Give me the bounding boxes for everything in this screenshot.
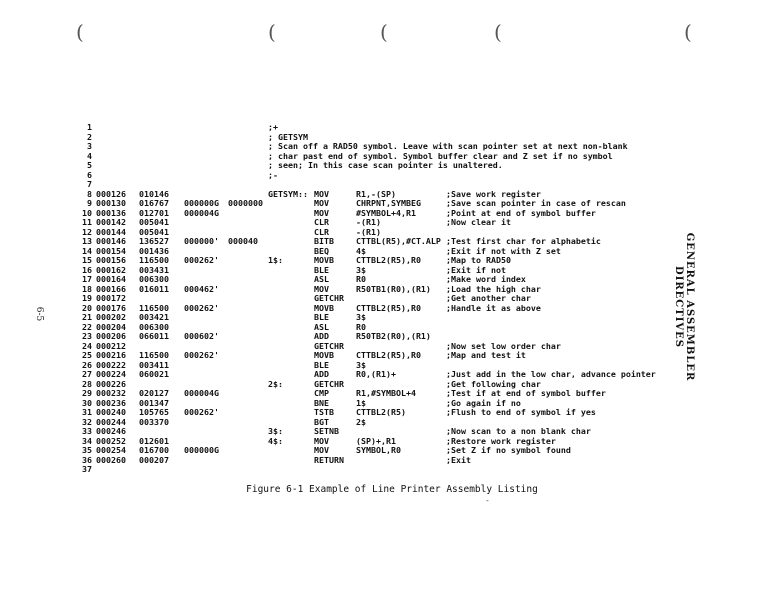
comment-text: ; seen; In this case scan pointer is unaltered. [268,160,503,170]
comment-field: ;Handle it as above [446,302,541,313]
location-counter: 000156 [96,255,126,265]
label-field: GETSYM:: [268,188,308,199]
line-number: 34 [82,435,92,446]
location-counter: 000236 [96,397,126,408]
line-number: 24 [82,340,92,351]
code-line [82,446,702,456]
code-line [82,304,702,314]
location-counter: 000166 [96,283,126,294]
operand-field: CHRPNT,SYMBEG [356,198,421,208]
line-number: 35 [82,445,92,455]
comment-field: ;Set Z if no symbol found [446,445,571,455]
opcode-field: MOVB [314,350,334,360]
label-field: 3$: [268,426,283,436]
page-number: 6-5 [34,306,44,322]
comment-field: ;Get another char [446,293,531,303]
operand-field: R50TB2(R0),(R1) [356,331,431,341]
opcode-field: BEQ [314,245,329,256]
line-number: 17 [82,274,92,284]
location-counter: 000252 [96,435,126,446]
label-field: 4$: [268,435,283,446]
opcode-field: MOV [314,283,329,294]
code-line [82,209,702,219]
line-number: 3 [87,141,92,151]
location-counter: 000144 [96,226,126,237]
object-code: 136527 [139,236,169,246]
operand-field: R1,-(SP) [356,188,396,199]
line-number: 26 [82,359,92,370]
line-number: 31 [82,407,92,417]
binder-mark: ( [380,20,388,44]
opcode-field: GETCHR [314,340,344,351]
opcode-field: MOV [314,188,329,199]
object-code: 001436 [139,245,169,256]
operand-field: CTTBL2(R5),R0 [356,350,421,360]
operand-field: 3$ [356,264,366,275]
comment-field: ;Get following char [446,378,541,389]
location-counter: 000216 [96,350,126,360]
line-number: 4 [87,150,92,161]
line-number: 16 [82,264,92,275]
object-code: 012601 [139,435,169,446]
header-comment-line [82,161,702,171]
comment-field: ;Exit if not [446,264,506,275]
code-line [82,418,702,428]
opcode-field: MOV [314,207,329,218]
chapter-title: GENERAL ASSEMBLER DIRECTIVES [673,232,695,382]
header-comment-line [82,123,702,133]
code-line [82,285,702,295]
operand-field: CTTBL2(R5),R0 [356,302,421,313]
line-number: 8 [87,188,92,199]
object-code: 012701 [139,207,169,218]
code-line [82,237,702,247]
opcode-field: MOVB [314,255,334,265]
object-code: 060021 [139,369,169,379]
line-number: 14 [82,245,92,256]
object-code: 000207 [139,454,169,465]
operand-field: R1,#SYMBOL+4 [356,388,416,398]
location-counter: 000222 [96,359,126,370]
location-counter: 000142 [96,217,126,227]
comment-field: ;Now set low order char [446,340,561,351]
object-code: 116500 [139,302,169,313]
object-code: 010146 [139,188,169,199]
object-code: 006300 [139,321,169,332]
header-comment-line [82,171,702,181]
object-code: 003421 [139,312,169,322]
object-code: 000004G [184,207,219,218]
comment-field: ;Load the high char [446,283,541,294]
comment-field: ;Exit if not with Z set [446,245,561,256]
code-line [82,389,702,399]
line-number: 29 [82,388,92,398]
opcode-field: MOVB [314,302,334,313]
location-counter: 000224 [96,369,126,379]
location-counter: 000176 [96,302,126,313]
location-counter: 000202 [96,312,126,322]
location-counter: 000204 [96,321,126,332]
opcode-field: BLE [314,312,329,322]
opcode-field: TSTB [314,407,334,417]
line-number: 21 [82,312,92,322]
operand-field: -(R1) [356,217,381,227]
comment-text: ; Scan off a RAD50 symbol. Leave with scan pointer set at next non-blank [268,141,628,151]
line-number: 28 [82,378,92,389]
location-counter: 000136 [96,207,126,218]
opcode-field: ASL [314,274,329,284]
comment-field: ;Now clear it [446,217,511,227]
location-counter: 000130 [96,198,126,208]
object-code: 000602' [184,331,219,341]
code-line [82,313,702,323]
opcode-field: MOV [314,435,329,446]
object-code: 000262' [184,255,219,265]
line-number: 25 [82,350,92,360]
line-number: 9 [87,198,92,208]
line-number: 27 [82,369,92,379]
location-counter: 000232 [96,388,126,398]
location-counter: 000126 [96,188,126,199]
comment-text: ;+ [268,122,278,132]
location-counter: 000164 [96,274,126,284]
operand-field: R50TB1(R0),(R1) [356,283,431,294]
figure-caption: Figure 6-1 Example of Line Printer Assembly Listing [246,484,538,495]
line-number: 12 [82,226,92,237]
label-field: 1$: [268,255,283,265]
code-line [82,266,702,276]
comment-text: ;- [268,169,278,180]
object-code: 003431 [139,264,169,275]
object-code: 016011 [139,283,169,294]
operand-field: 1$ [356,397,366,408]
line-number: 30 [82,397,92,408]
location-counter: 000146 [96,236,126,246]
object-code: 066011 [139,331,169,341]
object-code: 116500 [139,350,169,360]
object-code: 000462' [184,283,219,294]
opcode-field: MOV [314,198,329,208]
object-code: 000262' [184,407,219,417]
location-counter: 000162 [96,264,126,275]
line-number: 1 [87,122,92,132]
comment-field: ;Just add in the low char, advance pointer [446,369,656,379]
line-number: 36 [82,454,92,465]
location-counter: 000246 [96,426,126,436]
comment-field: ;Test if at end of symbol buffer [446,388,606,398]
code-line [82,465,702,475]
object-code: 001347 [139,397,169,408]
object-code: 000040 [228,236,258,246]
object-code: 005041 [139,226,169,237]
opcode-field: BITB [314,236,334,246]
caption-tick: - [485,496,490,505]
operand-field: 2$ [356,416,366,427]
line-number: 37 [82,464,92,474]
line-number: 23 [82,331,92,341]
line-number: 11 [82,217,92,227]
operand-field: R0 [356,321,366,332]
object-code: 000004G [184,388,219,398]
binder-hole-marks [0,22,784,52]
comment-field: ;Save scan pointer in case of rescan [446,198,626,208]
opcode-field: BLE [314,359,329,370]
line-number: 18 [82,283,92,294]
opcode-field: ADD [314,331,329,341]
opcode-field: ASL [314,321,329,332]
object-code: 003370 [139,416,169,427]
operand-field: -(R1) [356,226,381,237]
label-field: 2$: [268,378,283,389]
comment-field: ;Now scan to a non blank char [446,426,591,436]
operand-field: CTTBL2(R5),R0 [356,255,421,265]
location-counter: 000206 [96,331,126,341]
comment-field: ;Exit [446,454,471,465]
assembly-listing [82,123,702,475]
opcode-field: CLR [314,226,329,237]
operand-field: #SYMBOL+4,R1 [356,207,416,218]
comment-field: ;Map and test it [446,350,526,360]
comment-field: ;Map to RAD50 [446,255,511,265]
opcode-field: BGT [314,416,329,427]
object-code: 000000G [184,445,219,455]
binder-mark: ( [494,20,502,44]
location-counter: 000244 [96,416,126,427]
line-number: 32 [82,416,92,427]
operand-field: 3$ [356,312,366,322]
location-counter: 000172 [96,293,126,303]
code-line [82,218,702,228]
line-number: 22 [82,321,92,332]
object-code: 006300 [139,274,169,284]
code-line [82,351,702,361]
binder-mark: ( [684,20,692,44]
operand-field: 3$ [356,359,366,370]
opcode-field: RETURN [314,454,344,465]
operand-field: R0,(R1)+ [356,369,396,379]
code-line [82,256,702,266]
object-code: 020127 [139,388,169,398]
opcode-field: CLR [314,217,329,227]
object-code: 0000000 [228,198,263,208]
code-line [82,408,702,418]
line-number: 15 [82,255,92,265]
code-line [82,370,702,380]
comment-field: ;Go again if no [446,397,521,408]
comment-text: ; GETSYM [268,131,308,142]
line-number: 10 [82,207,92,218]
comment-field: ;Flush to end of symbol if yes [446,407,596,417]
location-counter: 000226 [96,378,126,389]
line-number: 2 [87,131,92,142]
line-number: 33 [82,426,92,436]
opcode-field: GETCHR [314,378,344,389]
operand-field: SYMBOL,R0 [356,445,401,455]
binder-mark: ( [268,20,276,44]
line-number: 13 [82,236,92,246]
location-counter: 000154 [96,245,126,256]
line-number: 19 [82,293,92,303]
opcode-field: MOV [314,445,329,455]
operand-field: (SP)+,R1 [356,435,396,446]
object-code: 016767 [139,198,169,208]
object-code: 000000G [184,198,219,208]
object-code: 005041 [139,217,169,227]
line-number: 7 [87,179,92,189]
operand-field: CTTBL2(R5) [356,407,406,417]
comment-field: ;Restore work register [446,435,556,446]
comment-field: ;Make word index [446,274,526,284]
comment-field: ;Point at end of symbol buffer [446,207,596,218]
location-counter: 000260 [96,454,126,465]
opcode-field: BLE [314,264,329,275]
operand-field: 4$ [356,245,366,256]
object-code: 000262' [184,302,219,313]
comment-text: ; char past end of symbol. Symbol buffer clear and Z set if no symbol [268,150,613,161]
object-code: 003411 [139,359,169,370]
comment-field: ;Save work register [446,188,541,199]
opcode-field: ADD [314,369,329,379]
line-number: 20 [82,302,92,313]
line-number: 6 [87,169,92,180]
object-code: 016700 [139,445,169,455]
opcode-field: SETNB [314,426,339,436]
location-counter: 000212 [96,340,126,351]
comment-field: ;Test first char for alphabetic [446,236,601,246]
code-line [82,456,702,466]
opcode-field: GETCHR [314,293,344,303]
operand-field: R0 [356,274,366,284]
code-line [82,332,702,342]
location-counter: 000254 [96,445,126,455]
object-code: 116500 [139,255,169,265]
location-counter: 000240 [96,407,126,417]
object-code: 000000' [184,236,219,246]
object-code: 105765 [139,407,169,417]
opcode-field: BNE [314,397,329,408]
opcode-field: CMP [314,388,329,398]
line-number: 5 [87,160,92,170]
operand-field: CTTBL(R5),#CT.ALP [356,236,441,246]
object-code: 000262' [184,350,219,360]
binder-mark: ( [76,20,84,44]
